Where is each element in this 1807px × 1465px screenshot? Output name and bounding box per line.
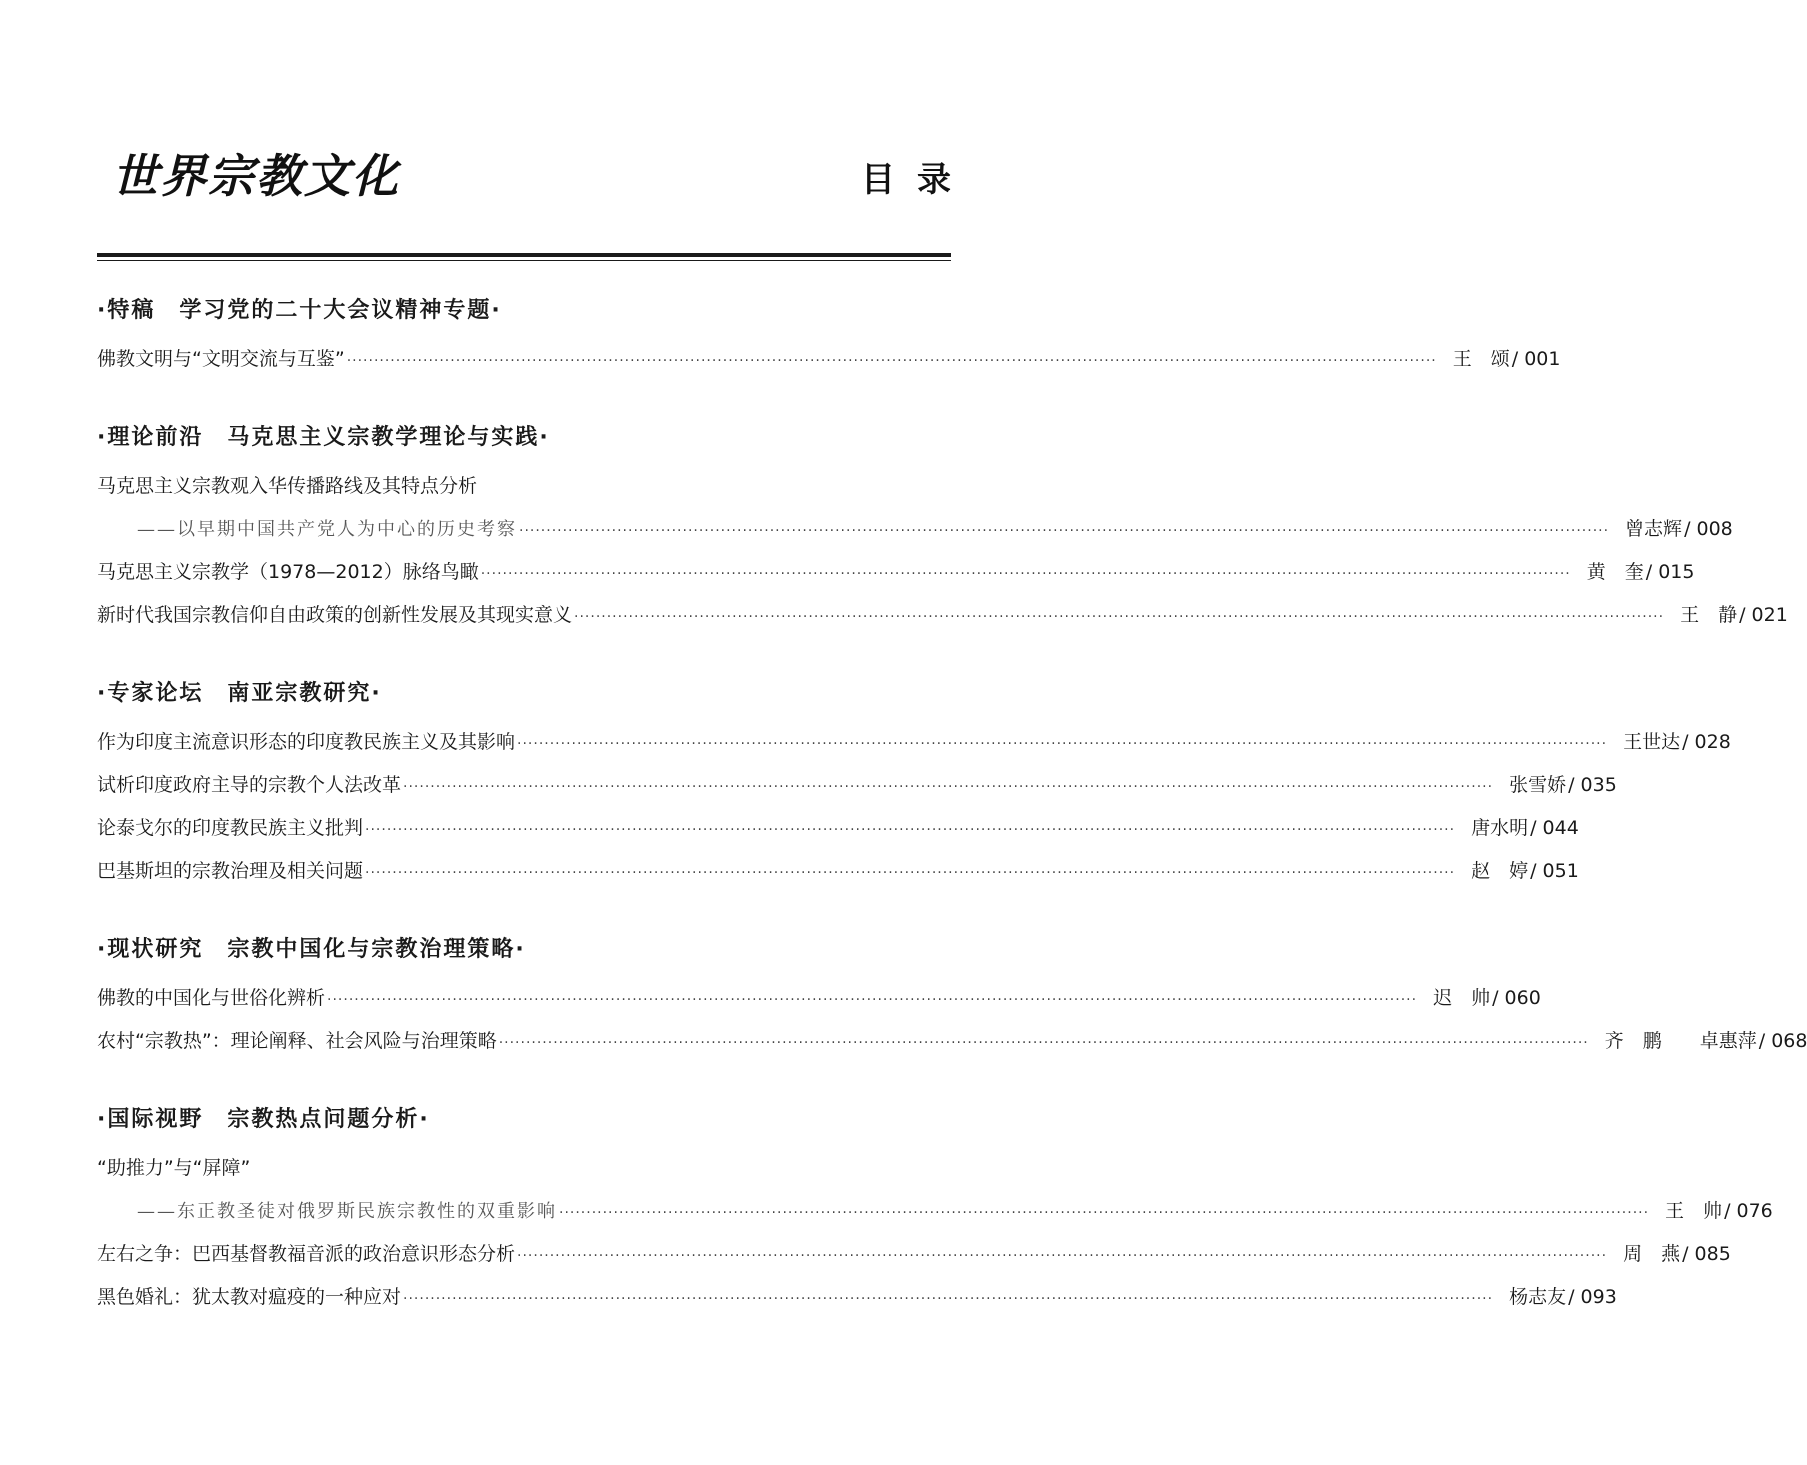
entry-author: 王 帅 — [1665, 1200, 1723, 1222]
entry-title: 新时代我国宗教信仰自由政策的创新性发展及其现实意义 — [97, 604, 573, 626]
entry-title: “助推力”与“屏障” — [97, 1157, 251, 1179]
dot-leader: ········································································································································································································ — [480, 566, 1571, 582]
toc-entry[interactable] — [97, 977, 1541, 1020]
toc-entry-title-line[interactable] — [97, 465, 951, 508]
entry-title: 左右之争：巴西基督教福音派的政治意识形态分析 — [97, 1243, 516, 1265]
entry-subtitle: ——东正教圣徒对俄罗斯民族宗教性的双重影响 — [137, 1201, 557, 1222]
dot-leader: ········································································································································································································ — [327, 992, 1418, 1008]
entry-page: / 035 — [1568, 774, 1617, 796]
entry-title: 论泰戈尔的印度教民族主义批判 — [97, 817, 364, 839]
dot-leader: ········································································································································································································ — [517, 736, 1608, 752]
entry-page: / 093 — [1568, 1286, 1617, 1308]
entry-author: 王 静 — [1680, 604, 1738, 626]
entry-author: 张雪娇 — [1509, 774, 1567, 796]
entry-page: / 085 — [1682, 1243, 1731, 1265]
toc-section — [97, 292, 1561, 381]
dot-leader: ········································································································································································································ — [403, 779, 1494, 795]
entry-title: 巴基斯坦的宗教治理及相关问题 — [97, 860, 364, 882]
entry-page: / 060 — [1492, 987, 1541, 1009]
entry-author: 周 燕 — [1623, 1243, 1681, 1265]
toc-entry[interactable] — [97, 508, 1733, 551]
section-title: ·理论前沿 马克思主义宗教学理论与实践· — [97, 425, 550, 450]
entry-title: 佛教文明与“文明交流与互鉴” — [97, 348, 345, 370]
toc-entry[interactable] — [97, 850, 1579, 893]
entry-title: 马克思主义宗教观入华传播路线及其特点分析 — [97, 475, 478, 497]
toc-entry[interactable] — [97, 807, 1579, 850]
entry-title: 马克思主义宗教学（1978—2012）脉络鸟瞰 — [97, 561, 479, 583]
table-of-contents — [97, 292, 1807, 1357]
entry-author: 杨志友 — [1509, 1286, 1567, 1308]
entry-page: / 051 — [1530, 860, 1579, 882]
dot-leader: ········································································································································································································ — [559, 1205, 1650, 1221]
entry-page: / 068 — [1758, 1030, 1807, 1052]
dot-leader: ········································································································································································································ — [517, 1248, 1608, 1264]
toc-heading: 目录 — [861, 160, 973, 200]
entry-page: / 008 — [1684, 518, 1733, 540]
toc-entry[interactable] — [97, 551, 1695, 594]
toc-entry[interactable] — [97, 594, 1788, 637]
entry-page: / 044 — [1530, 817, 1579, 839]
section-title: ·现状研究 宗教中国化与宗教治理策略· — [97, 937, 526, 962]
entry-title: 作为印度主流意识形态的印度教民族主义及其影响 — [97, 731, 516, 753]
section-title: ·国际视野 宗教热点问题分析· — [97, 1107, 430, 1132]
section-title: ·专家论坛 南亚宗教研究· — [97, 681, 382, 706]
entry-title: 佛教的中国化与世俗化辨析 — [97, 987, 326, 1009]
entry-page: / 021 — [1739, 604, 1788, 626]
toc-section — [97, 931, 1807, 1063]
dot-leader: ········································································································································································································ — [346, 353, 1437, 369]
dot-leader: ········································································································································································································ — [365, 865, 1456, 881]
toc-entry-title-line[interactable] — [97, 1147, 951, 1190]
toc-entry[interactable] — [97, 1190, 1773, 1233]
entry-author: 齐 鹏 卓惠萍 — [1604, 1030, 1757, 1052]
entry-author: 唐水明 — [1471, 817, 1529, 839]
header-divider-thick — [97, 253, 951, 257]
toc-entry[interactable] — [97, 764, 1617, 807]
entry-title: 试析印度政府主导的宗教个人法改革 — [97, 774, 402, 796]
toc-section — [97, 1101, 1773, 1319]
toc-entry[interactable] — [97, 721, 1731, 764]
entry-author: 王世达 — [1623, 731, 1681, 753]
journal-title: 世界宗教文化 — [112, 149, 400, 203]
toc-section — [97, 419, 1788, 637]
entry-title: 农村“宗教热”：理论阐释、社会风险与治理策略 — [97, 1030, 497, 1052]
toc-entry[interactable] — [97, 1233, 1731, 1276]
dot-leader: ········································································································································································································ — [365, 822, 1456, 838]
entry-page: / 001 — [1511, 348, 1561, 370]
section-title: ·特稿 学习党的二十大会议精神专题· — [97, 298, 502, 323]
entry-title: 黑色婚礼：犹太教对瘟疫的一种应对 — [97, 1286, 402, 1308]
entry-author: 曾志辉 — [1625, 518, 1683, 540]
toc-section — [97, 675, 1731, 893]
entry-author: 黄 奎 — [1586, 561, 1644, 583]
dot-leader: ········································································································································································································ — [498, 1035, 1589, 1051]
entry-author: 王 颂 — [1452, 348, 1510, 370]
toc-entry[interactable] — [97, 1020, 1807, 1063]
header-divider-thin — [97, 260, 951, 261]
toc-entry[interactable] — [97, 338, 1561, 381]
entry-page: / 015 — [1645, 561, 1695, 583]
toc-entry[interactable] — [97, 1276, 1617, 1319]
entry-page: / 028 — [1682, 731, 1731, 753]
dot-leader: ········································································································································································································ — [403, 1291, 1494, 1307]
dot-leader: ········································································································································································································ — [574, 609, 1665, 625]
entry-author: 赵 婷 — [1471, 860, 1529, 882]
entry-page: / 076 — [1724, 1200, 1773, 1222]
dot-leader: ········································································································································································································ — [519, 523, 1610, 539]
entry-subtitle: ——以早期中国共产党人为中心的历史考察 — [137, 519, 517, 540]
entry-author: 迟 帅 — [1433, 987, 1491, 1009]
